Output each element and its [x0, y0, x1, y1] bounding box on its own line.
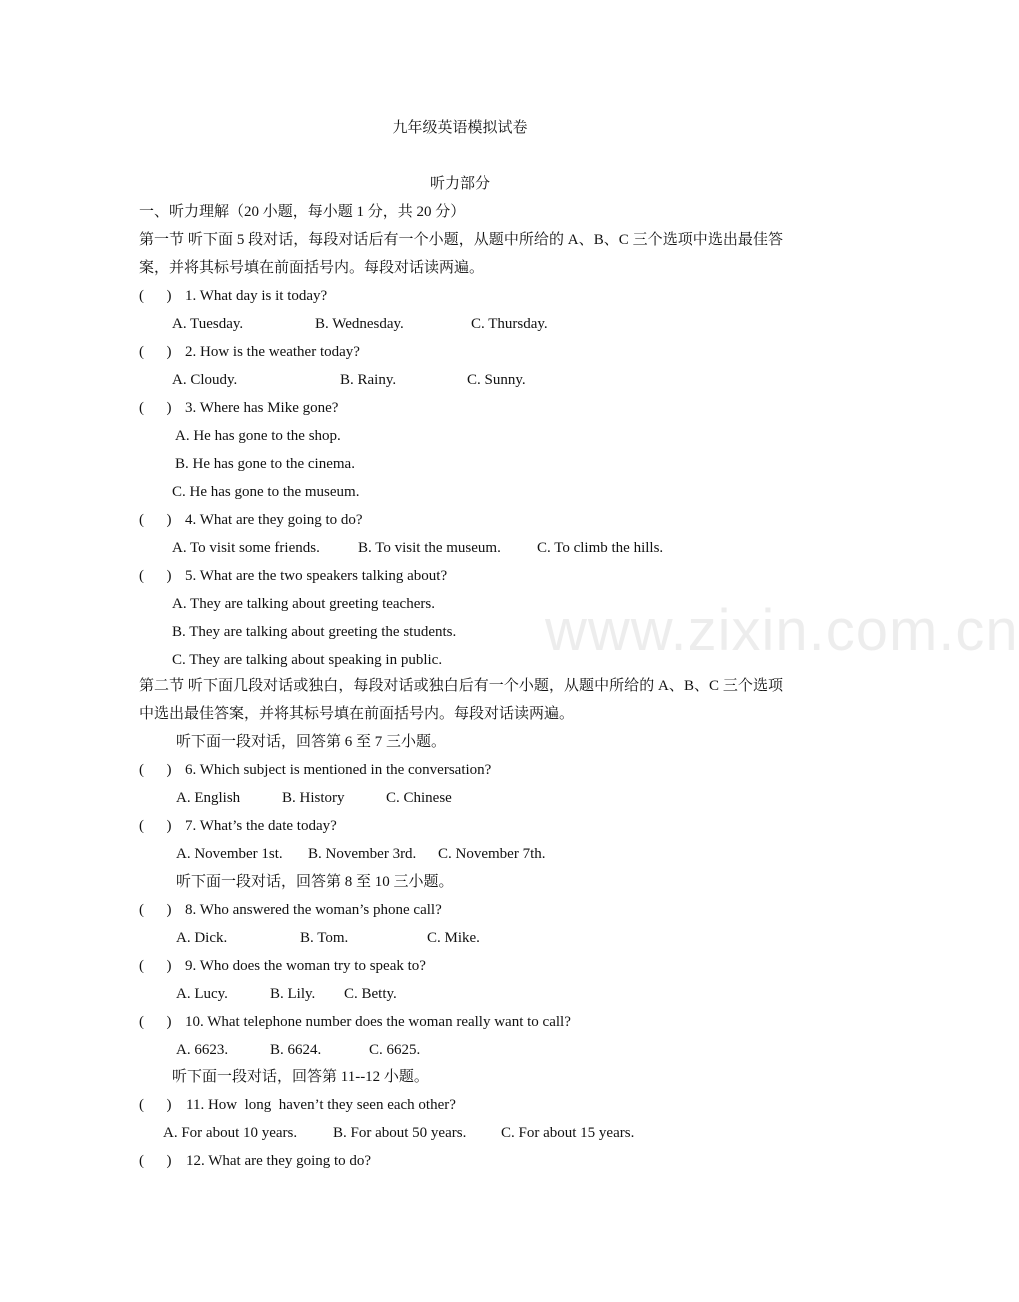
option-10a: A. 6623. [176, 1042, 229, 1058]
option-4c: C. To climb the hills. [537, 540, 664, 556]
option-9c: C. Betty. [344, 986, 397, 1002]
option-4b: B. To visit the museum. [358, 540, 501, 556]
option-11c: C. For about 15 years. [501, 1125, 635, 1141]
option-5b: B. They are talking about greeting the students. [172, 624, 457, 640]
option-2a: A. Cloudy. [172, 372, 238, 388]
answer-blank[interactable]: ( ) [139, 1014, 172, 1030]
option-8a: A. Dick. [176, 930, 228, 946]
option-6c: C. Chinese [386, 790, 452, 806]
option-1c: C. Thursday. [471, 316, 548, 332]
option-1a: A. Tuesday. [172, 316, 244, 332]
answer-blank[interactable]: ( ) [139, 512, 172, 528]
option-1b: B. Wednesday. [315, 316, 404, 332]
option-4a: A. To visit some friends. [172, 540, 320, 556]
question-11: 11. How long haven’t they seen each other? [186, 1097, 456, 1113]
question-6: 6. Which subject is mentioned in the conversation? [185, 762, 492, 778]
option-5a: A. They are talking about greeting teachers. [172, 596, 435, 612]
option-7c: C. November 7th. [438, 846, 546, 862]
question-1: 1. What day is it today? [185, 288, 328, 304]
option-3c: C. He has gone to the museum. [172, 484, 360, 500]
option-5c: C. They are talking about speaking in public. [172, 652, 443, 668]
section1-instructions: 第一节 听下面 5 段对话，每段对话后有一个小题，从题中所给的 A、B、C 三个选项中选出最佳答案，并将其标号填在前面括号内。每段对话读两遍。 [139, 232, 783, 276]
dialog-instruction-11-12: 听下面一段对话，回答第 11--12 小题。 [172, 1069, 429, 1085]
option-3a: A. He has gone to the shop. [175, 428, 341, 444]
option-10c: C. 6625. [369, 1042, 421, 1058]
question-4: 4. What are they going to do? [185, 512, 363, 528]
question-2: 2. How is the weather today? [185, 344, 360, 360]
option-8b: B. Tom. [300, 930, 349, 946]
section2-instructions: 第二节 听下面几段对话或独白，每段对话或独白后有一个小题，从题中所给的 A、B、C 三个选项中选出最佳答案，并将其标号填在前面括号内。每段对话读两遍。 [139, 678, 783, 722]
question-10: 10. What telephone number does the woman really want to call? [185, 1014, 571, 1030]
answer-blank[interactable]: ( ) [139, 958, 172, 974]
dialog-instruction-8-10: 听下面一段对话，回答第 8 至 10 三小题。 [176, 874, 454, 890]
option-11a: A. For about 10 years. [163, 1125, 298, 1141]
dialog-instruction-6-7: 听下面一段对话，回答第 6 至 7 三小题。 [176, 734, 447, 750]
option-7a: A. November 1st. [176, 846, 283, 862]
option-9a: A. Lucy. [176, 986, 228, 1002]
answer-blank[interactable]: ( ) [139, 288, 172, 304]
answer-blank[interactable]: ( ) [139, 1153, 172, 1169]
option-2c: C. Sunny. [467, 372, 526, 388]
part1-heading: 一、听力理解（20 小题，每小题 1 分，共 20 分） [139, 204, 466, 220]
option-6b: B. History [282, 790, 345, 806]
watermark: www.zixin.com.cn [545, 598, 1019, 663]
page-title: 九年级英语模拟试卷 [392, 120, 528, 136]
answer-blank[interactable]: ( ) [139, 902, 172, 918]
option-3b: B. He has gone to the cinema. [175, 456, 355, 472]
question-12: 12. What are they going to do? [186, 1153, 372, 1169]
option-2b: B. Rainy. [340, 372, 397, 388]
answer-blank[interactable]: ( ) [139, 818, 172, 834]
question-8: 8. Who answered the woman’s phone call? [185, 902, 442, 918]
option-10b: B. 6624. [270, 1042, 322, 1058]
option-11b: B. For about 50 years. [333, 1125, 467, 1141]
section-title: 听力部分 [429, 176, 490, 192]
option-6a: A. English [176, 790, 241, 806]
answer-blank[interactable]: ( ) [139, 568, 172, 584]
option-7b: B. November 3rd. [308, 846, 417, 862]
option-8c: C. Mike. [427, 930, 480, 946]
answer-blank[interactable]: ( ) [139, 400, 172, 416]
answer-blank[interactable]: ( ) [139, 762, 172, 778]
answer-blank[interactable]: ( ) [139, 1097, 172, 1113]
option-9b: B. Lily. [270, 986, 316, 1002]
question-9: 9. Who does the woman try to speak to? [185, 958, 426, 974]
question-3: 3. Where has Mike gone? [185, 400, 339, 416]
question-7: 7. What’s the date today? [185, 818, 337, 834]
question-5: 5. What are the two speakers talking about? [185, 568, 448, 584]
answer-blank[interactable]: ( ) [139, 344, 172, 360]
